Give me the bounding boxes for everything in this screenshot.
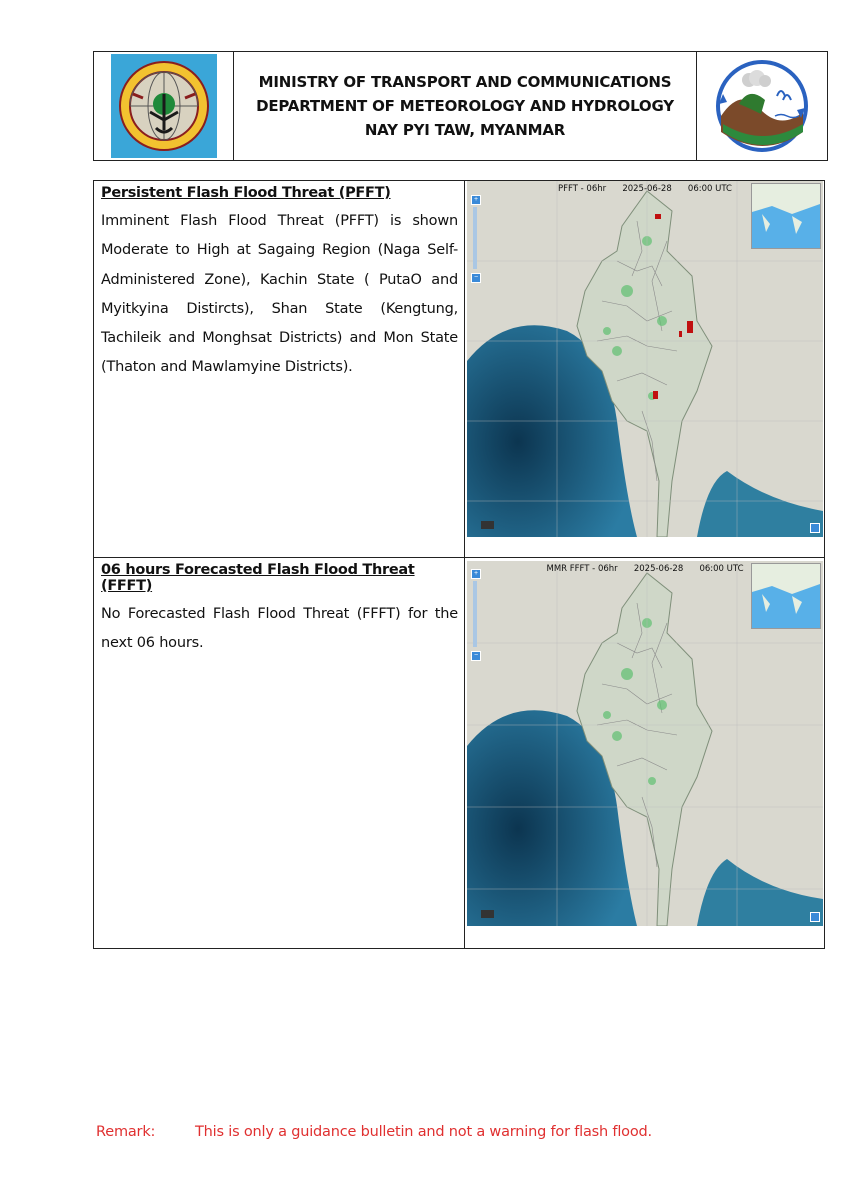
overview-inset-map[interactable] (751, 563, 821, 629)
fullscreen-button[interactable] (810, 912, 820, 922)
ffft-text-cell (94, 558, 465, 948)
fullscreen-button[interactable] (810, 523, 820, 533)
location-name: NAY PYI TAW, MYANMAR (364, 121, 566, 139)
ffft-description: No Forecasted Flash Flood Threat (FFFT) for the next 06 hours. (101, 606, 458, 652)
pfft-map (467, 181, 823, 537)
ministry-name: MINISTRY OF TRANSPORT AND COMMUNICATIONS (258, 73, 672, 91)
forecast-table (93, 180, 825, 949)
pfft-map-cell (465, 181, 824, 557)
pfft-description: Imminent Flash Flood Threat (PFFT) is shown Moderate to High at Sagaing Region (Naga Self-Administered Zone), Kachin State ( PutaO and Myitkyina Distircts), Shan State (Kengtung, Tachileik and Monghsat Districts) and Mon State (Thaton and Mawlamyine Districts). (101, 213, 458, 376)
zoom-slider[interactable] (473, 207, 477, 269)
department-name: DEPARTMENT OF METEOROLOGY AND HYDROLOGY (256, 97, 674, 115)
remark-label: Remark: (96, 1124, 156, 1140)
bulletin-header (93, 51, 828, 161)
ffft-map-cell (465, 558, 824, 948)
pfft-title: Persistent Flash Flood Threat (PFFT) (101, 185, 391, 201)
remark-line (96, 1124, 652, 1140)
pfft-map-caption: PFFT - 06hr 2025-06-28 06:00 UTC (558, 184, 732, 194)
pfft-row (94, 181, 824, 558)
pfft-text-cell (94, 181, 465, 557)
scale-bar (481, 910, 494, 918)
scale-bar (481, 521, 494, 529)
remark-text: This is only a guidance bulletin and not a warning for flash flood. (195, 1124, 652, 1140)
ffft-row (94, 558, 824, 948)
zoom-in-button[interactable]: + (471, 569, 481, 579)
zoom-in-button[interactable]: + (471, 195, 481, 205)
overview-inset-map[interactable] (751, 183, 821, 249)
ffft-map-caption: MMR FFFT - 06hr 2025-06-28 06:00 UTC (546, 564, 744, 574)
zoom-slider[interactable] (473, 581, 477, 647)
header-title-block (234, 52, 696, 160)
zoom-out-button[interactable]: − (471, 273, 481, 283)
zoom-out-button[interactable]: − (471, 651, 481, 661)
ffft-map (467, 561, 823, 926)
ffft-title: 06 hours Forecasted Flash Flood Threat (FFFT) (101, 562, 415, 594)
dmh-logo (696, 52, 827, 160)
ministry-logo (94, 52, 234, 160)
